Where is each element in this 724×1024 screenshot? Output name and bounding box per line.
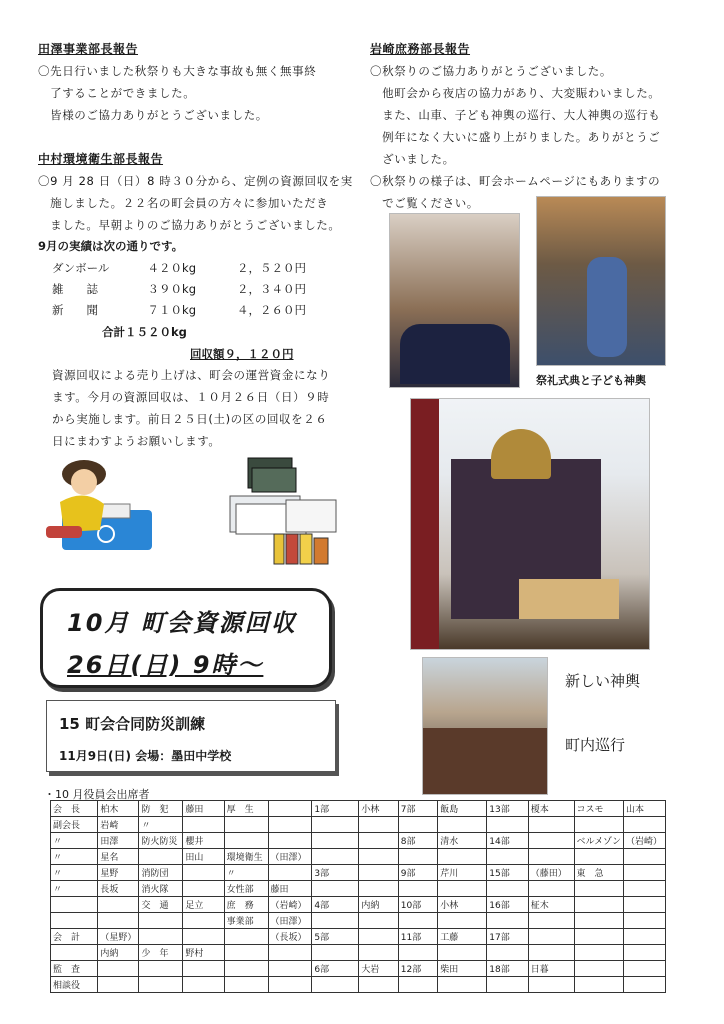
attendance-cell	[438, 881, 487, 897]
attendance-cell: （星野）	[98, 929, 139, 945]
sec2-title: 中村環境衛生部長報告	[38, 152, 164, 166]
attendance-cell	[398, 977, 437, 993]
attendance-cell	[359, 833, 398, 849]
attendance-cell	[183, 817, 224, 833]
attendance-cell	[528, 881, 574, 897]
attendance-cell	[528, 913, 574, 929]
attendance-cell	[268, 945, 312, 961]
attendance-cell: 田山	[183, 849, 224, 865]
recyclables-illustration	[222, 452, 342, 570]
attendance-cell	[183, 961, 224, 977]
attendance-cell: 11部	[398, 929, 437, 945]
attendance-cell	[312, 977, 359, 993]
attendance-row	[51, 833, 666, 849]
attendance-cell	[438, 817, 487, 833]
attendance-cell	[623, 865, 665, 881]
attendance-cell: 10部	[398, 897, 437, 913]
attendance-cell: コスモ	[574, 801, 623, 817]
attendance-cell: 清水	[438, 833, 487, 849]
attendance-row	[51, 929, 666, 945]
attendance-cell	[359, 817, 398, 833]
town-procession-photo	[422, 657, 548, 795]
attendance-cell	[359, 929, 398, 945]
attendance-cell: （長坂）	[268, 929, 312, 945]
attendance-cell	[398, 881, 437, 897]
attendance-cell	[312, 913, 359, 929]
attendance-cell	[268, 817, 312, 833]
attendance-cell	[574, 913, 623, 929]
attendance-cell	[438, 849, 487, 865]
attendance-row	[51, 913, 666, 929]
attendance-cell	[574, 849, 623, 865]
attendance-cell: 星名	[98, 849, 139, 865]
attendance-cell: 消火隊	[139, 881, 183, 897]
results-title: 9月の実績は次の通りです。	[38, 239, 184, 253]
attendance-cell: 環境衛生	[224, 849, 268, 865]
attendance-cell	[139, 961, 183, 977]
attendance-cell	[487, 817, 528, 833]
attendance-cell	[574, 897, 623, 913]
attendance-cell: ベルメゾン	[574, 833, 623, 849]
attendance-cell	[224, 833, 268, 849]
attendance-cell: 小林	[438, 897, 487, 913]
attendance-cell	[487, 881, 528, 897]
disaster-drill-box	[46, 700, 336, 772]
attendance-cell	[438, 977, 487, 993]
attendance-cell	[487, 945, 528, 961]
attendance-cell	[438, 945, 487, 961]
attendance-cell: （田澤）	[268, 849, 312, 865]
attendance-cell	[359, 849, 398, 865]
attendance-cell: 〃	[51, 881, 98, 897]
total-weight: 合計１５２０kg	[102, 325, 187, 339]
attendance-cell	[528, 929, 574, 945]
attendance-cell	[528, 849, 574, 865]
attendance-cell	[574, 977, 623, 993]
attendance-row	[51, 801, 666, 817]
attendance-cell: 13部	[487, 801, 528, 817]
attendance-row	[51, 881, 666, 897]
recycling-woman-illustration	[40, 452, 160, 562]
attendance-cell	[139, 913, 183, 929]
attendance-cell: 柾木	[528, 897, 574, 913]
attendance-cell: 小林	[359, 801, 398, 817]
attendance-cell: 防火防災	[139, 833, 183, 849]
result-row: 雑 誌 ３９０kg ２，３４０円	[52, 282, 306, 296]
attendance-cell: 相談役	[51, 977, 98, 993]
attendance-cell	[574, 961, 623, 977]
drill-title: 15 町会合同防災訓練	[59, 715, 206, 733]
attendance-cell	[623, 897, 665, 913]
attendance-cell	[623, 929, 665, 945]
attendance-cell: （岩崎）	[268, 897, 312, 913]
attendance-cell: 3部	[312, 865, 359, 881]
attendance-row	[51, 865, 666, 881]
attendance-cell: 16部	[487, 897, 528, 913]
attendance-cell: 〃	[51, 833, 98, 849]
attendance-cell: 藤田	[268, 881, 312, 897]
caption-procession: 町内巡行	[565, 736, 626, 754]
attendance-cell	[487, 977, 528, 993]
attendance-cell: 工藤	[438, 929, 487, 945]
attendance-cell	[528, 945, 574, 961]
sec1-title: 田澤事業部長報告	[38, 42, 139, 56]
attendance-cell: 東 急	[574, 865, 623, 881]
attendance-cell: 会 計	[51, 929, 98, 945]
collection-banner	[40, 588, 332, 688]
attendance-cell	[268, 833, 312, 849]
attendance-cell	[574, 929, 623, 945]
sec1-body: 〇先日行いました秋祭りも大きな事故も無く無事終 了することができました。 皆様のご協力ありがとうございました。	[38, 64, 317, 122]
drill-detail: 11月9日(日) 会場：墨田中学校	[59, 749, 232, 763]
attendance-cell	[98, 913, 139, 929]
attendance-cell	[268, 977, 312, 993]
result-row: ダンボール ４２０kg ２，５２０円	[52, 261, 306, 275]
attendance-cell	[623, 817, 665, 833]
attendance-cell: 14部	[487, 833, 528, 849]
attendance-cell	[224, 977, 268, 993]
attendance-cell	[98, 977, 139, 993]
attendance-cell	[312, 833, 359, 849]
attendance-cell: 厚 生	[224, 801, 268, 817]
sec2-body-2: 資源回収による売り上げは、町会の運営資金になり ます。今月の資源回収は、１０月２６日（日）９時 から実施します。前日２５日(土)の区の回収を２６ 日にまわすようお願いします。	[52, 368, 331, 448]
attendance-cell	[623, 977, 665, 993]
attendance-cell: 田澤	[98, 833, 139, 849]
attendance-cell	[139, 929, 183, 945]
attendance-cell: 15部	[487, 865, 528, 881]
attendance-cell	[438, 913, 487, 929]
attendance-cell: 1部	[312, 801, 359, 817]
results-table	[52, 258, 306, 321]
attendance-cell	[139, 849, 183, 865]
collected-amount: 回収額９，１２０円	[190, 347, 294, 361]
attendance-cell	[574, 817, 623, 833]
caption-new-mikoshi: 新しい神輿	[565, 672, 641, 690]
attendance-cell: 消防団	[139, 865, 183, 881]
attendance-cell: 山本	[623, 801, 665, 817]
attendance-cell: 7部	[398, 801, 437, 817]
attendance-cell	[268, 865, 312, 881]
kids-mikoshi-photo	[536, 196, 666, 366]
attendance-cell	[528, 833, 574, 849]
attendance-cell: 野村	[183, 945, 224, 961]
attendance-cell	[51, 913, 98, 929]
attendance-cell: 飯島	[438, 801, 487, 817]
attendance-cell: 足立	[183, 897, 224, 913]
attendance-cell: 柏木	[98, 801, 139, 817]
attendance-cell	[623, 913, 665, 929]
attendance-cell: 庶 務	[224, 897, 268, 913]
attendance-cell: 内納	[98, 945, 139, 961]
attendance-cell	[312, 817, 359, 833]
attendance-cell: 榎本	[528, 801, 574, 817]
attendance-cell: （藤田）	[528, 865, 574, 881]
attendance-cell: 長坂	[98, 881, 139, 897]
attendance-cell: 監 査	[51, 961, 98, 977]
attendance-cell	[224, 945, 268, 961]
attendance-cell: 柴田	[438, 961, 487, 977]
attendance-cell: 日暮	[528, 961, 574, 977]
attendance-cell: 櫻井	[183, 833, 224, 849]
attendance-cell: 8部	[398, 833, 437, 849]
attendance-cell: 藤田	[183, 801, 224, 817]
caption-ceremony: 祭礼式典と子ども神輿	[536, 374, 646, 387]
attendance-cell	[359, 945, 398, 961]
attendance-cell	[359, 865, 398, 881]
attendance-cell	[268, 961, 312, 977]
attendance-cell	[312, 945, 359, 961]
attendance-cell	[268, 801, 312, 817]
attendance-cell	[98, 897, 139, 913]
attendance-table	[50, 800, 666, 993]
attendance-cell: 女性部	[224, 881, 268, 897]
attendance-cell	[574, 945, 623, 961]
attendance-cell: 18部	[487, 961, 528, 977]
banner-line-1: 10月 町会資源回収	[67, 609, 297, 637]
attendance-cell: 芹川	[438, 865, 487, 881]
attendance-cell	[398, 945, 437, 961]
attendance-cell: 12部	[398, 961, 437, 977]
attendance-cell: 5部	[312, 929, 359, 945]
attendance-cell: 事業部	[224, 913, 268, 929]
attendance-row	[51, 961, 666, 977]
attendance-cell: 17部	[487, 929, 528, 945]
attendance-cell	[359, 977, 398, 993]
attendance-cell	[139, 977, 183, 993]
attendance-cell	[183, 929, 224, 945]
attendance-cell: 内納	[359, 897, 398, 913]
attendance-cell: 9部	[398, 865, 437, 881]
attendance-cell	[623, 849, 665, 865]
attendance-cell: 星野	[98, 865, 139, 881]
attendance-row	[51, 977, 666, 993]
attendance-cell: 交 通	[139, 897, 183, 913]
attendance-cell	[183, 865, 224, 881]
attendance-cell	[183, 913, 224, 929]
attendance-cell	[312, 881, 359, 897]
attendance-cell	[398, 913, 437, 929]
attendance-cell	[623, 945, 665, 961]
attendance-cell	[183, 881, 224, 897]
attendance-cell: 会 長	[51, 801, 98, 817]
attendance-cell	[359, 881, 398, 897]
attendance-cell: 少 年	[139, 945, 183, 961]
attendance-cell	[224, 817, 268, 833]
attendance-cell: 〃	[139, 817, 183, 833]
attendance-cell	[487, 849, 528, 865]
attendance-cell: 岩崎	[98, 817, 139, 833]
attendance-cell	[51, 897, 98, 913]
sec3-body: 〇秋祭りのご協力ありがとうございました。 他町会から夜店の協力があり、大変賑わいました。 また、山車、子ども神輿の巡行、大人神輿の巡行も 例年になく大いに盛り上がりました。ありがとうご ざいました。 〇秋祭りの様子は、町会ホームページにもありますの でご覧ください。	[370, 64, 661, 210]
attendance-cell	[623, 961, 665, 977]
new-mikoshi-photo	[410, 398, 650, 650]
attendance-cell: 6部	[312, 961, 359, 977]
attendance-row	[51, 817, 666, 833]
attendance-cell	[528, 817, 574, 833]
attendance-cell	[398, 849, 437, 865]
attendance-cell	[224, 929, 268, 945]
attendance-cell	[623, 881, 665, 897]
attendance-cell	[359, 913, 398, 929]
attendance-cell: 〃	[51, 849, 98, 865]
ceremony-photo	[389, 213, 520, 388]
attendance-cell: （田澤）	[268, 913, 312, 929]
attendance-cell	[224, 961, 268, 977]
attendance-cell	[183, 977, 224, 993]
attendance-cell: （岩崎）	[623, 833, 665, 849]
attendance-cell	[487, 913, 528, 929]
sec3-title: 岩崎庶務部長報告	[370, 42, 471, 56]
attendance-title: ・10 月役員会出席者	[44, 788, 150, 801]
banner-line-2: 26日(日) 9時～	[67, 651, 264, 679]
attendance-cell	[398, 817, 437, 833]
attendance-cell	[51, 945, 98, 961]
attendance-cell: 4部	[312, 897, 359, 913]
attendance-cell	[312, 849, 359, 865]
attendance-row	[51, 849, 666, 865]
attendance-cell	[98, 961, 139, 977]
attendance-cell: 副会長	[51, 817, 98, 833]
result-row: 新 聞 ７１０kg ４，２６０円	[52, 303, 306, 317]
attendance-cell	[574, 881, 623, 897]
attendance-row	[51, 945, 666, 961]
attendance-cell: 〃	[51, 865, 98, 881]
attendance-cell: 防 犯	[139, 801, 183, 817]
attendance-cell: 〃	[224, 865, 268, 881]
attendance-row	[51, 897, 666, 913]
attendance-cell	[528, 977, 574, 993]
sec2-body: 〇9 月 28 日（日）8 時３０分から、定例の資源回収を実 施しました。２２名の町会員の方々に参加いただき ました。早朝よりのご協力ありがとうございました。	[38, 174, 353, 232]
attendance-cell: 大岩	[359, 961, 398, 977]
